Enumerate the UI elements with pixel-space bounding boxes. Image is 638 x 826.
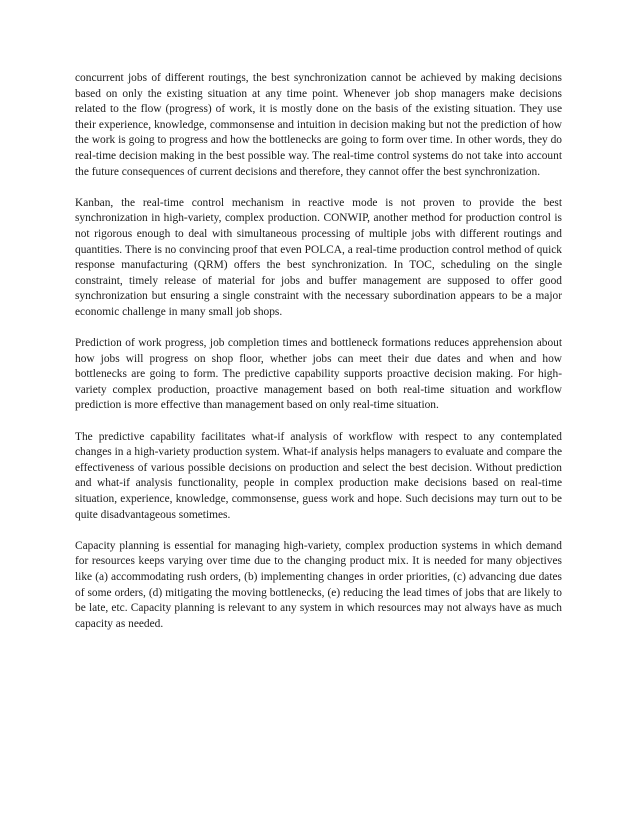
paragraph-what-if: The predictive capability facilitates what-if analysis of workflow with respect to any contemplated changes in a high-variety production system. What-if analysis helps managers to evaluate and compare the effectiveness of various possible decisions on production and select the best decision. Without prediction and what-if analysis functionality, people in complex production make decisions based on real-time situation, experience, knowledge, commonsense, guess work and hope. Such decisions may turn out to be quite disadvantageous sometimes. [75,430,562,521]
body-text [75,71,562,648]
paragraph-synchronization: concurrent jobs of different routings, the best synchronization cannot be achieved by making decisions based on only the existing situation at any time point. Whenever job shop managers make decisions related to the flow (progress) of work, it is mostly done on the basis of the existing situation. They use their experience, knowledge, commonsense and intuition in decision making but not the prediction of how the work is going to progress and how the bottlenecks are going to form over time. In other words, they do real-time decision making in the best possible way. The real-time control systems do not take into account the future consequences of current decisions and therefore, they cannot offer the best synchronization. [75,72,562,178]
paragraph-capacity-planning: Capacity planning is essential for managing high-variety, complex production systems in which demand for resources keeps varying over time due to the changing product mix. It is needed for many objectives like (a) accommodating rush orders, (b) implementing changes in order priorities, (c) advancing due dates of some orders, (d) mitigating the moving bottlenecks, (e) reducing the lead times of jobs that are likely to be late, etc. Capacity planning is relevant to any system in which resources may not always have as much capacity as needed. [75,539,562,630]
paragraph-prediction: Prediction of work progress, job completion times and bottleneck formations reduces apprehension about how jobs will progress on shop floor, whether jobs can meet their due dates and when and how bottlenecks are going to form. The predictive capability supports proactive decision making. For high-variety complex production, proactive management based on both real-time situation and workflow prediction is more effective than management based on only real-time situation. [75,337,562,412]
paragraph-kanban: Kanban, the real-time control mechanism in reactive mode is not proven to provide the best synchronization in high-variety, complex production. CONWIP, another method for production control is not rigorous enough to deal with simultaneous processing of multiple jobs with different routings and quantities. There is no convincing proof that even POLCA, a real-time production control method of quick response manufacturing (QRM) offers the best synchronization. In TOC, scheduling on the single constraint, timely release of material for jobs and buffer management are supposed to offer good synchronization but ensuring a single constraint with the necessary subordination appears to be a major economic challenge in many small job shops. [75,196,562,318]
